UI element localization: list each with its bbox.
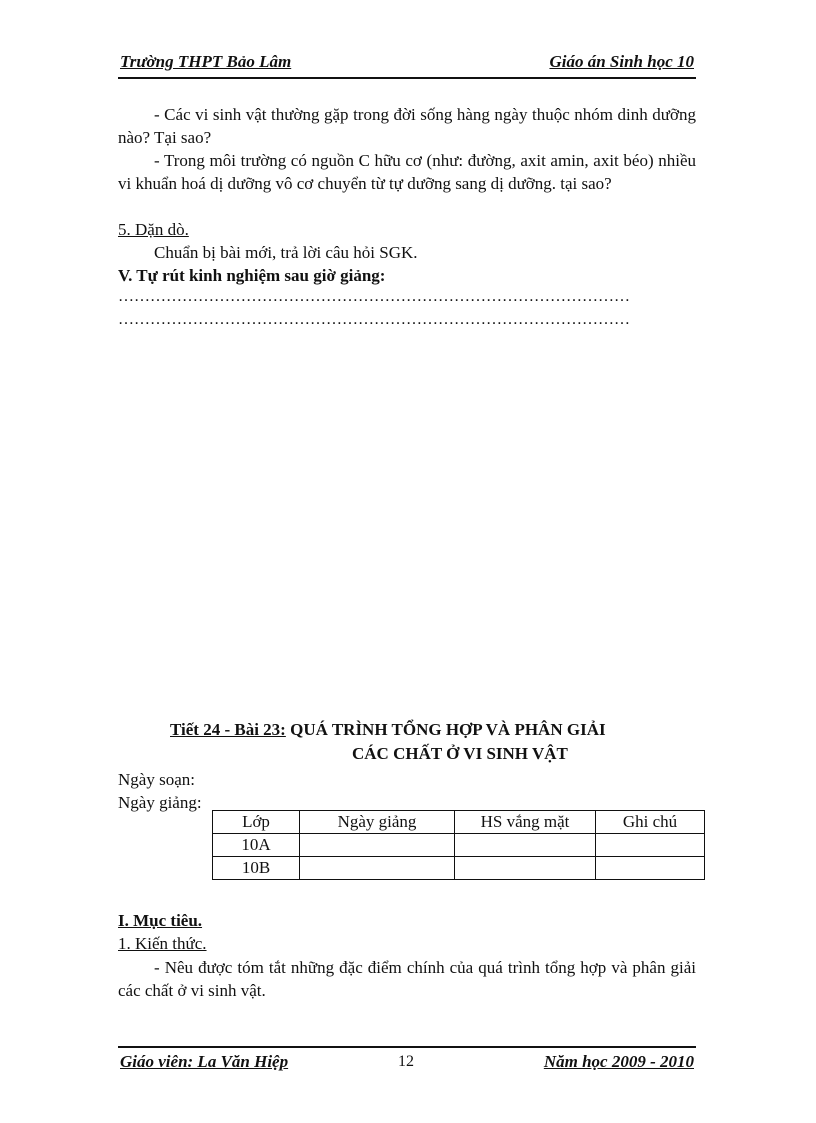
table-header-cell: Lớp [213,811,300,834]
homework-text: Chuẩn bị bài mới, trả lời câu hỏi SGK. [154,243,418,262]
table-header-row [213,811,705,834]
header-subject: Giáo án Sinh học 10 [549,52,694,71]
page-number: 12 [398,1053,414,1070]
reflection-dots-1: …………………………………………………………………………………… [118,288,630,305]
lesson-title-main: QUÁ TRÌNH TỔNG HỢP VÀ PHÂN GIẢI [285,720,606,739]
lesson-title-prefix: Tiết 24 - Bài 23: [170,720,286,739]
prep-date-label: Ngày soạn: [118,770,195,789]
objectives-heading: I. Mục tiêu. [118,911,203,930]
table-cell [300,834,455,857]
table-header-cell: Ngày giảng [300,811,455,834]
header-rule [118,77,696,79]
question-1: - Các vi sinh vật thường gặp trong đời sống hàng ngày thuộc nhóm dinh dưỡng nào? Tại sao? [118,105,696,147]
reflection-dots-2: …………………………………………………………………………………… [118,311,630,328]
table-cell [455,834,596,857]
table-cell: 10B [213,857,300,880]
reflection-heading: V. Tự rút kinh nghiệm sau giờ giảng: [118,266,386,285]
table-cell [300,857,455,880]
table-header-cell: Ghi chú [596,811,705,834]
knowledge-text: - Nêu được tóm tắt những đặc điểm chính của quá trình tổng hợp và phân giải các chất ở vi sinh vật. [118,958,696,1000]
header-school: Trường THPT Bảo Lâm [120,52,292,71]
table-cell [596,857,705,880]
table-cell [596,834,705,857]
lesson-title-line-2: CÁC CHẤT Ở VI SINH VẬT [352,744,568,763]
table-cell [455,857,596,880]
footer-school-year: Năm học 2009 - 2010 [543,1052,694,1071]
table-row [213,834,705,857]
teach-date-label: Ngày giảng: [118,793,202,812]
table-cell: 10A [213,834,300,857]
footer-rule [118,1046,696,1048]
footer-teacher: Giáo viên: La Văn Hiệp [120,1052,289,1071]
table-header-cell: HS vắng mặt [455,811,596,834]
knowledge-heading: 1. Kiến thức. [118,934,207,953]
lesson-title-line-1 [170,720,606,740]
question-2: - Trong môi trường có nguồn C hữu cơ (như: đường, axit amin, axit béo) nhiều vi khuẩn hoá dị dưỡng vô cơ chuyển từ tự dưỡng sang dị dưỡng. tại sao? [118,151,696,193]
table-row [213,857,705,880]
homework-heading: 5. Dặn dò. [118,220,189,239]
schedule-table [212,810,705,880]
